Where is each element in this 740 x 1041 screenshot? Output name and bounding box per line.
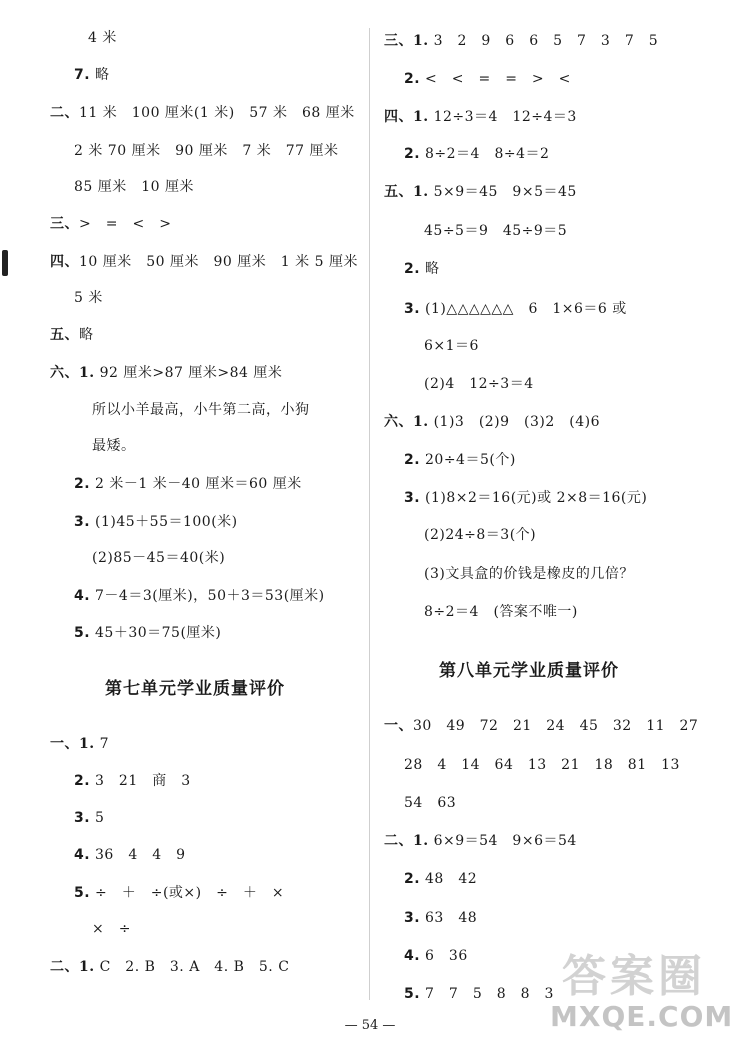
answer-line: 3. (1)45＋55＝100(米) bbox=[74, 514, 238, 530]
answer-line: 2. 8÷2＝4 8÷4＝2 bbox=[404, 146, 550, 162]
answer-line: 2. < < = = > < bbox=[404, 71, 571, 87]
answer-line: 2. 48 42 bbox=[404, 871, 478, 887]
answer-line: (2)4 12÷3＝4 bbox=[424, 376, 534, 392]
answer-line: 三、> = < > bbox=[50, 216, 172, 232]
answer-line: 四、10 厘米 50 厘米 90 厘米 1 米 5 厘米 bbox=[50, 254, 358, 270]
answer-line: 五、略 bbox=[50, 327, 94, 343]
answer-line: 28 4 14 64 13 21 18 81 13 bbox=[404, 757, 680, 773]
answer-line: 3. 5 bbox=[74, 810, 105, 826]
answer-line: 4 米 bbox=[88, 30, 117, 46]
answer-line: 6×1＝6 bbox=[424, 338, 479, 354]
answer-line: 8÷2＝4 (答案不唯一) bbox=[424, 604, 578, 620]
answer-line: (2)24÷8＝3(个) bbox=[424, 527, 537, 543]
answer-line: 二、11 米 100 厘米(1 米) 57 米 68 厘米 bbox=[50, 105, 355, 121]
answer-line: 二、1. 6×9＝54 9×6＝54 bbox=[384, 833, 577, 849]
watermark-logo bbox=[548, 940, 734, 1036]
answer-line: 2. 略 bbox=[404, 261, 440, 277]
page-number: — 54 — bbox=[344, 1018, 396, 1033]
answer-line: 4. 6 36 bbox=[404, 948, 468, 964]
answer-line: 三、1. 3 2 9 6 6 5 7 3 7 5 bbox=[384, 33, 659, 49]
answer-line: 5. 45＋30＝75(厘米) bbox=[74, 625, 222, 641]
answer-line: 所以小羊最高，小牛第二高，小狗 bbox=[92, 402, 310, 418]
answer-line: 一、30 49 72 21 24 45 32 11 27 bbox=[384, 718, 699, 734]
answer-line: 2. 3 21 商 3 bbox=[74, 773, 191, 789]
answer-line: 4. 36 4 4 9 bbox=[74, 847, 186, 863]
answer-line: 3. (1)8×2＝16(元)或 2×8＝16(元) bbox=[404, 490, 648, 506]
answer-line: 85 厘米 10 厘米 bbox=[74, 179, 195, 195]
answer-line: (2)85－45＝40(米) bbox=[92, 550, 226, 566]
answer-line: 二、1. C 2. B 3. A 4. B 5. C bbox=[50, 959, 290, 975]
answer-line: 六、1. 92 厘米>87 厘米>84 厘米 bbox=[50, 365, 283, 381]
answer-line: 5. 7 7 5 8 8 3 bbox=[404, 986, 554, 1002]
watermark-top: 答案圈 bbox=[562, 951, 706, 1002]
section-title-unit-8: 第八单元学业质量评价 bbox=[439, 661, 619, 681]
answer-line: 2. 2 米－1 米－40 厘米＝60 厘米 bbox=[74, 476, 302, 492]
answer-line: 3. 63 48 bbox=[404, 910, 478, 926]
binding-mark bbox=[2, 250, 8, 276]
answer-line: 四、1. 12÷3＝4 12÷4＝3 bbox=[384, 109, 577, 125]
answer-line: (3)文具盒的价钱是橡皮的几倍？ bbox=[424, 566, 634, 582]
column-divider bbox=[369, 28, 370, 1000]
answer-line: 最矮。 bbox=[92, 438, 136, 454]
answer-line: 五、1. 5×9＝45 9×5＝45 bbox=[384, 184, 577, 200]
answer-line: 2. 20÷4＝5(个) bbox=[404, 452, 516, 468]
answer-line: 45÷5＝9 45÷9＝5 bbox=[424, 223, 568, 239]
answer-line: 4. 7－4＝3(厘米)，50＋3＝53(厘米) bbox=[74, 588, 325, 604]
answer-line: 54 63 bbox=[404, 795, 457, 811]
answer-line: 5 米 bbox=[74, 290, 103, 306]
answer-line: 5. ÷ ＋ ÷(或×) ÷ ＋ × bbox=[74, 885, 285, 901]
answer-line: × ÷ bbox=[92, 921, 131, 937]
watermark-bottom: MXQE.COM bbox=[550, 1000, 734, 1033]
answer-line: 一、1. 7 bbox=[50, 736, 109, 752]
answer-line: 3. (1)△△△△△△ 6 1×6＝6 或 bbox=[404, 301, 627, 317]
answer-line: 2 米 70 厘米 90 厘米 7 米 77 厘米 bbox=[74, 143, 339, 159]
answer-line: 7. 略 bbox=[74, 67, 110, 83]
section-title-unit-7: 第七单元学业质量评价 bbox=[105, 679, 285, 699]
answer-line: 六、1. (1)3 (2)9 (3)2 (4)6 bbox=[384, 414, 601, 430]
